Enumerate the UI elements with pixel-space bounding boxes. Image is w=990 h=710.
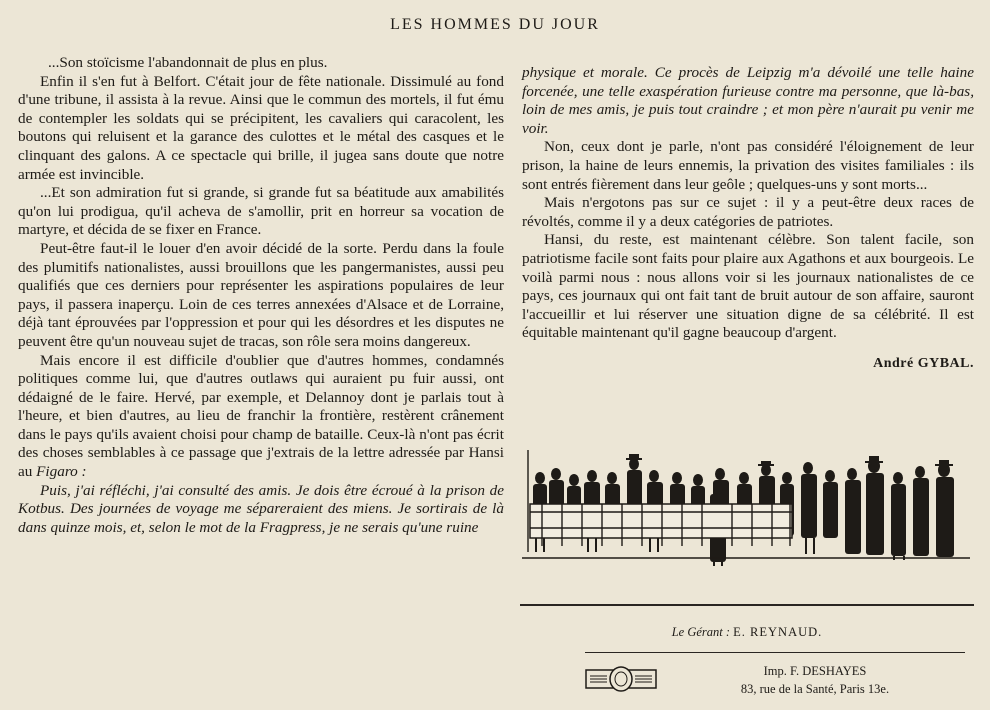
left-column	[18, 54, 504, 537]
crowd-at-fence-illustration	[522, 448, 970, 574]
printer-address: 83, rue de la Santé, Paris 13e.	[740, 682, 890, 696]
paragraph: Hansi, du reste, est maintenant célèbre. Son talent facile, son patriotisme facile sont faits pour plaire aux Agathons et aux bourgeois. Le voilà parmi nous : nous allons voir si les journaux nationalistes de ce pays, ces journaux qui ont fait tant de bruit autour de son affaire, sauront l'accueillir et lui réserver une situation digne de sa célébrité. Il est équitable maintenant qu'il gagne beaucoup d'argent.	[522, 231, 974, 342]
author-signature: André GYBAL.	[873, 355, 974, 371]
gerant-label: Le Gérant :	[671, 625, 731, 639]
hansi-quote-continued	[522, 64, 974, 138]
figaro-reference: Figaro :	[36, 463, 87, 481]
divider-rule	[520, 604, 974, 606]
paragraph: Peut-être faut-il le louer d'en avoir décidé de la sorte. Perdu dans la foule des plumitifs nationalistes, aussi brouillons que les pangermanistes, aussi peu qualifiés que ces derniers pour représenter les aspirations populaires de leur pays, il passera inaperçu. Loin de ces terres annexées d'Alsace et de Lorraine, déjà tant éprouvées par l'oppression et pour qui les désordres et les disputes ne peuvent être qu'un nouveau sujet de tracas, son rôle sera moins dangereux.	[18, 239, 504, 350]
paragraph: ...Et son admiration fut si grande, si grande fut sa béatitude aux amabilités qu'on lui prodigua, qu'il acheva de s'amollir, prit en horreur sa vocation de martyre, et décida de se fixer en France.	[18, 184, 504, 239]
gerant-line	[520, 625, 974, 640]
right-column	[522, 64, 974, 374]
printer-name: Imp. F. DESHAYES	[763, 664, 867, 678]
hansi-quote-text: Puis, j'ai réfléchi, j'ai consulté des amis. Je dois être écroué à la prison de Kotbus. Des journées de voyage me sépareraient des miens. Je sortirais de là dans quinze mois, et, selon le mot de la Fragpress, je ne serais qu'une ruine	[18, 481, 504, 536]
paragraph-with-figaro	[18, 352, 504, 482]
gerant-name: E. REYNAUD.	[733, 625, 823, 639]
divider-rule	[585, 652, 965, 653]
paragraph: ...Son stoïcisme l'abandonnait de plus en plus.	[48, 54, 328, 71]
hansi-quote-continued-text: physique et morale. Ce procès de Leipzig m'a dévoilé une telle haine forcenée, une telle exaspération furieuse contre ma personne, que là-bas, loin de mes amis, je puis tout craindre ; et mon père n'aurait pu venir me voir.	[522, 64, 974, 137]
union-label-seal-icon	[585, 664, 657, 694]
hansi-quote	[18, 482, 504, 538]
paragraph: Non, ceux dont je parle, n'ont pas considéré l'éloignement de leur prison, la haine de leurs ennemis, la privation des visites familiales : ils sont entrés fièrement dans leur geôle ; quelques-uns y sont morts...	[522, 138, 974, 193]
paragraph: Enfin il s'en fut à Belfort. C'était jour de fête nationale. Dissimulé au fond d'une tribune, il assista à la revue. Ainsi que le commun des mortels, il fut ému de contempler les soldats qui se précipitent, les cavaliers qui caracolent, les boutons qui reluisent et la garance des culottes et le métal des casques et le clinquant des galons. A ce spectacle qui brille, il jugea sans doute que notre armée est invincible.	[18, 72, 504, 183]
paragraph: Mais n'ergotons pas sur ce sujet : il y a peut-être deux races de révoltés, comme il y a deux catégories de patriotes.	[522, 194, 974, 230]
paragraph-text: Mais encore il est difficile d'oublier que d'autres hommes, condamnés politiques comme lui, que d'autres outlaws qui auraient pu fuir aussi, ont dédaigné de le faire. Hervé, par exemple, et Delannoy dont je parlais tout à l'heure, et bien d'autres, au lieu de franchir la frontière, restèrent crânement dans le pays qu'ils avaient choisi pour champ de bataille. Ceux-là n'ont pas écrit des choses semblables à ce passage que j'extrais de la lettre adressée par Hansi au	[18, 351, 504, 481]
printer-info	[670, 662, 960, 698]
page-header: LES HOMMES DU JOUR	[390, 16, 600, 33]
